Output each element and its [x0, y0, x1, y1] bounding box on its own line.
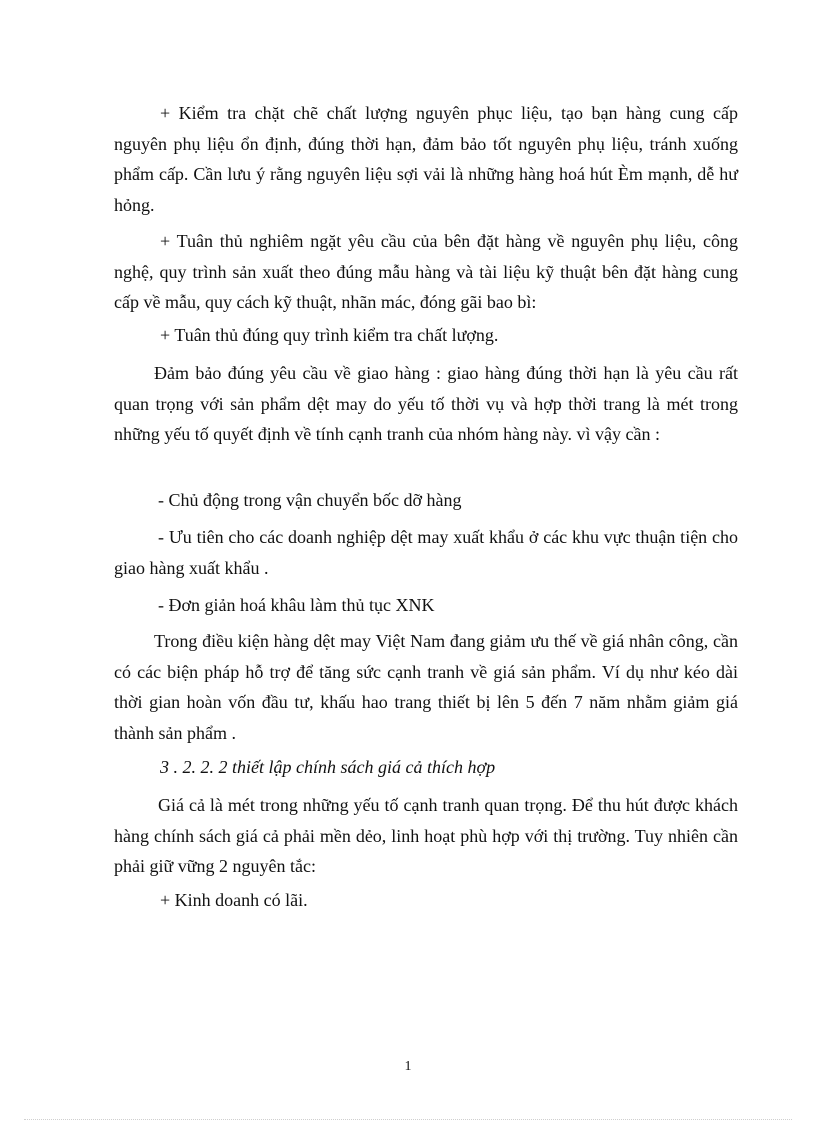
- paragraph-export-priority: - Ưu tiên cho các doanh nghiệp dệt may xuất khẩu ở các khu vực thuận tiện cho giao hàng xuất khẩu .: [114, 527, 738, 578]
- paragraph-delivery-requirements: Đảm bảo đúng yêu cầu về giao hàng : giao hàng đúng thời hạn là yêu cầu rất quan trọng với sản phẩm dệt may do yếu tố thời vụ và hợp thời trang là mét trong những yếu tố quyết định về tính cạnh tranh của nhóm hàng này. vì vậy cần :: [114, 363, 738, 444]
- page-number: 1: [404, 1059, 412, 1074]
- paragraph-pricing-principles: Giá cả là mét trong những yếu tố cạnh tranh quan trọng. Để thu hút được khách hàng chính sách giá cả phải mền dẻo, linh hoạt phù hợp với thị trường. Tuy nhiên cần phải giữ vững 2 nguyên tắc:: [114, 795, 738, 876]
- page-bottom-edge: [24, 1119, 792, 1120]
- paragraph-profitable-business: + Kinh doanh có lãi.: [160, 890, 308, 910]
- paragraph-raw-material-quality: + Kiểm tra chặt chẽ chất lượng nguyên phục liệu, tạo bạn hàng cung cấp nguyên phụ liệu ổn định, đúng thời hạn, đảm bảo tốt nguyên phụ liệu, tránh xuống phẩm cấp. Cần lưu ý rằng nguyên liệu sợi vải là những hàng hoá hút Èm mạnh, dễ hư hỏng.: [114, 103, 738, 215]
- paragraph-simplify-procedures: - Đơn giản hoá khâu làm thủ tục XNK: [158, 595, 435, 615]
- section-heading-pricing-policy: 3 . 2. 2. 2 thiết lập chính sách giá cả thích hợp: [160, 757, 496, 777]
- paragraph-order-requirements: + Tuân thủ nghiêm ngặt yêu cầu của bên đặt hàng về nguyên phụ liệu, công nghệ, quy trình sản xuất theo đúng mẫu hàng và tài liệu kỹ thuật bên đặt hàng cung cấp về mẫu, quy cách kỹ thuật, nhãn mác, đóng gãi bao bì:: [114, 231, 738, 312]
- paragraph-proactive-transport: - Chủ động trong vận chuyển bốc dỡ hàng: [158, 490, 462, 510]
- paragraph-labor-cost-support: Trong điều kiện hàng dệt may Việt Nam đang giảm ưu thế về giá nhân công, cần có các biện pháp hỗ trợ để tăng sức cạnh tranh về giá sản phẩm. Ví dụ như kéo dài thời gian hoàn vốn đầu tư, khấu hao trang thiết bị lên 5 đến 7 năm nhằm giảm giá thành sản phẩm .: [114, 631, 738, 743]
- paragraph-quality-inspection: + Tuân thủ đúng quy trình kiểm tra chất lượng.: [160, 325, 499, 345]
